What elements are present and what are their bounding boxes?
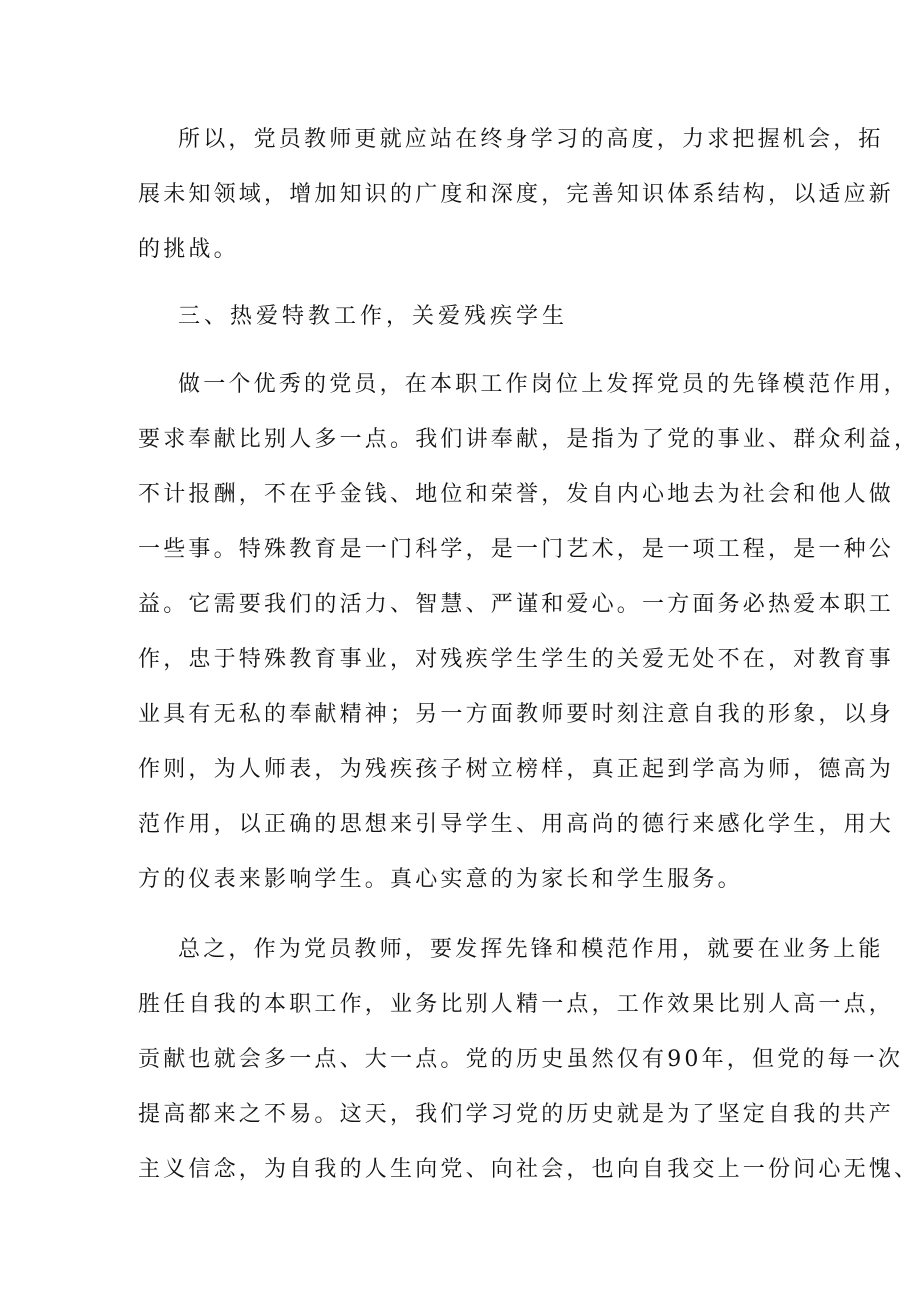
paragraph-2-line-9: 范作用，以正确的思想来引导学生、用高尚的德行来感化学生，用大 [138,812,895,837]
paragraph-1-line-1: 所以，党员教师更就应站在终身学习的高度，力求把握机会，拓 [178,127,884,152]
paragraph-3-line-3: 贡献也就会多一点、大一点。党的历史虽然仅有90年，但党的每一次 [138,1047,904,1072]
paragraph-2-line-4: 一些事。特殊教育是一门科学，是一门艺术，是一项工程，是一种公 [138,537,895,562]
paragraph-2-line-2: 要求奉献比别人多一点。我们讲奉献，是指为了党的事业、群众利益， [138,427,920,452]
paragraph-1-line-2: 展未知领域，增加知识的广度和深度，完善知识体系结构，以适应新 [138,182,895,207]
paragraph-3-line-1: 总之，作为党员教师，要发挥先锋和模范作用，就要在业务上能 [178,937,884,962]
paragraph-1-line-3: 的挑战。 [138,237,239,262]
paragraph-2-line-1: 做一个优秀的党员，在本职工作岗位上发挥党员的先锋模范作用， [178,372,909,397]
paragraph-2-line-10: 方的仪表来影响学生。真心实意的为家长和学生服务。 [138,867,743,892]
paragraph-3-line-5: 主义信念，为自我的人生向党、向社会，也向自我交上一份问心无愧、 [138,1157,920,1182]
paragraph-3-line-4: 提高都来之不易。这天，我们学习党的历史就是为了坚定自我的共产 [138,1102,895,1127]
paragraph-3-line-2: 胜任自我的本职工作，业务比别人精一点，工作效果比别人高一点， [138,992,895,1017]
paragraph-2-line-5: 益。它需要我们的活力、智慧、严谨和爱心。一方面务必热爱本职工 [138,592,895,617]
paragraph-2-line-3: 不计报酬，不在乎金钱、地位和荣誉，发自内心地去为社会和他人做 [138,482,895,507]
paragraph-2-line-7: 业具有无私的奉献精神；另一方面教师要时刻注意自我的形象，以身 [138,702,895,727]
paragraph-2-line-8: 作则，为人师表，为残疾孩子树立榜样，真正起到学高为师，德高为 [138,757,895,782]
paragraph-2-line-6: 作，忠于特殊教育事业，对残疾学生学生的关爱无处不在，对教育事 [138,647,895,672]
section-heading: 三、热爱特教工作，关爱残疾学生 [178,304,569,329]
